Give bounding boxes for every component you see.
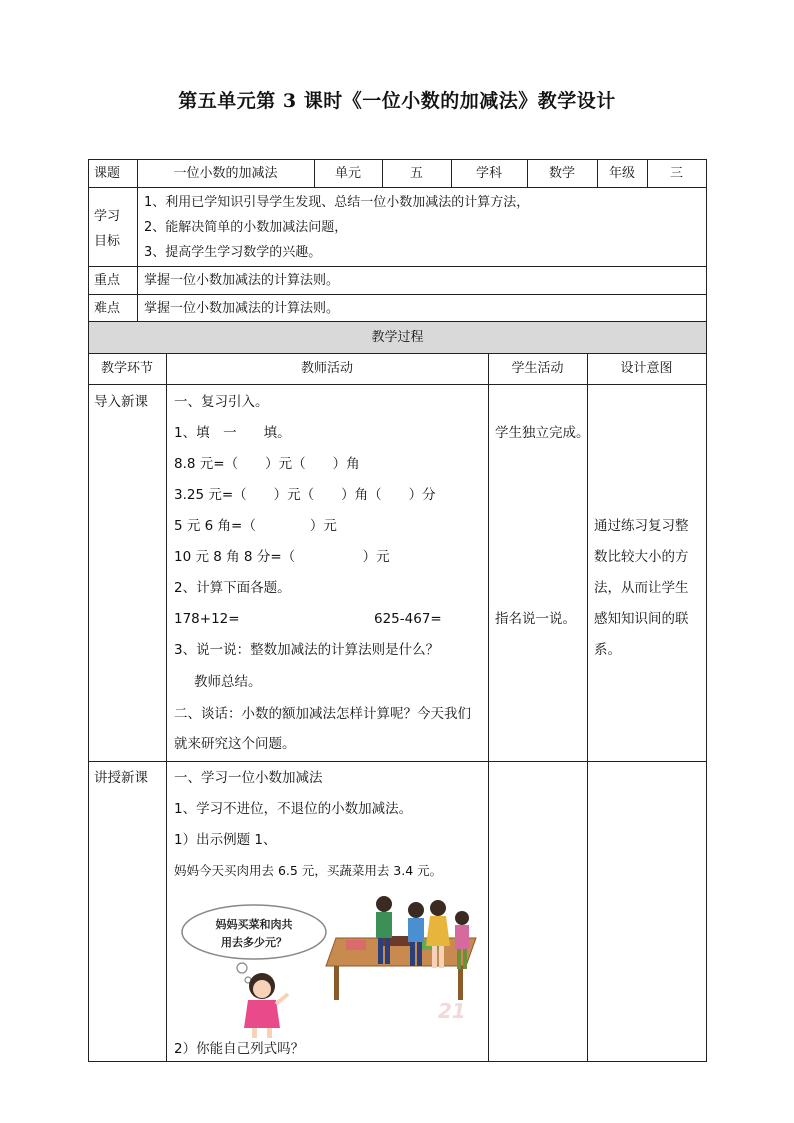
lesson-value: 一位小数的加减法 bbox=[173, 166, 278, 181]
grade-label: 年级 bbox=[608, 166, 635, 181]
table-border bbox=[88, 294, 707, 295]
teacher-line: 10 元 8 角 8 分=（ ）元 bbox=[174, 549, 390, 565]
teacher-line: 二、谈话：小数的额加减法怎样计算呢？今天我们 bbox=[174, 706, 471, 722]
intent-line: 数比较大小的方 bbox=[594, 549, 689, 565]
table-border bbox=[88, 159, 89, 1062]
teacher-line: 3、说一说：整数加减法的计算法则是什么？ bbox=[174, 642, 440, 658]
stage-label: 讲授新课 bbox=[94, 770, 148, 786]
goals-label-line1: 学习 bbox=[94, 209, 121, 224]
unit-value: 五 bbox=[409, 166, 423, 181]
subject-label: 学科 bbox=[475, 166, 502, 181]
process-header: 教学过程 bbox=[371, 330, 424, 345]
table-border bbox=[88, 1061, 707, 1062]
goal-item: 2、能解决简单的小数加减法问题， bbox=[144, 220, 348, 235]
column-header: 设计意图 bbox=[620, 361, 673, 376]
teacher-line: 就来研究这个问题。 bbox=[174, 736, 296, 752]
lesson-label: 课题 bbox=[94, 166, 121, 181]
goal-item: 3、提高学生学习数学的兴趣。 bbox=[144, 245, 322, 260]
goals-label-line2: 目标 bbox=[94, 234, 121, 249]
key-point-value: 掌握一位小数加减法的计算法则。 bbox=[144, 273, 340, 288]
example-illustration bbox=[176, 888, 484, 1038]
column-header: 学生活动 bbox=[511, 361, 564, 376]
intent-line: 感知知识间的联 bbox=[594, 611, 689, 627]
table-border bbox=[88, 187, 707, 188]
student-line: 指名说一说。 bbox=[495, 611, 576, 627]
grade-value: 三 bbox=[669, 166, 683, 181]
table-border bbox=[166, 353, 167, 1062]
thought-bubble bbox=[182, 905, 326, 983]
girl-figure bbox=[244, 973, 288, 1038]
teacher-line: 8.8 元=（ ）元（ ）角 bbox=[174, 456, 360, 472]
column-header: 教师活动 bbox=[300, 361, 353, 376]
difficulty-value: 掌握一位小数加减法的计算法则。 bbox=[144, 301, 340, 316]
unit-label: 单元 bbox=[334, 166, 361, 181]
teacher-line: 1、填 一 填。 bbox=[174, 425, 291, 441]
bubble-line2: 用去多少元？ bbox=[221, 936, 287, 949]
teacher-line: 1）出示例题 1、 bbox=[174, 832, 277, 848]
table-border bbox=[488, 353, 489, 1062]
difficulty-label: 难点 bbox=[94, 301, 121, 316]
student-line: 学生独立完成。 bbox=[495, 425, 590, 441]
teacher-line: 3.25 元=（ ）元（ ）角（ ）分 bbox=[174, 487, 436, 503]
table-border bbox=[88, 159, 707, 160]
table-border bbox=[706, 159, 707, 1062]
stage-label: 导入新课 bbox=[94, 394, 148, 410]
teacher-line: 教师总结。 bbox=[194, 674, 262, 690]
table-border bbox=[88, 761, 707, 762]
table-border bbox=[88, 384, 707, 385]
watermark-logo bbox=[438, 999, 466, 1023]
goal-item: 1、利用已学知识引导学生发现、总结一位小数加减法的计算方法， bbox=[144, 195, 530, 210]
intent-line: 法，从而让学生 bbox=[594, 580, 689, 596]
teacher-line: 妈妈今天买肉用去 6.5 元，买蔬菜用去 3.4 元。 bbox=[174, 863, 443, 878]
teacher-line: 2）你能自己列式吗？ bbox=[174, 1041, 305, 1057]
watermark-text: 21 bbox=[438, 999, 466, 1023]
teacher-line: 625-467= bbox=[374, 611, 442, 627]
bubble-line1: 妈妈买菜和肉共 bbox=[215, 918, 293, 931]
page-title: 第五单元第 3 课时《一位小数的加减法》教学设计 bbox=[178, 90, 616, 112]
table-border bbox=[137, 159, 138, 321]
intent-line: 系。 bbox=[594, 642, 621, 658]
teacher-line: 一、复习引入。 bbox=[174, 394, 269, 410]
intent-line: 通过练习复习整 bbox=[594, 518, 689, 534]
column-header: 教学环节 bbox=[100, 361, 153, 376]
teacher-line: 2、计算下面各题。 bbox=[174, 580, 291, 596]
market-table bbox=[326, 936, 476, 1000]
key-point-label: 重点 bbox=[94, 273, 121, 288]
teacher-line: 5 元 6 角=（ ）元 bbox=[174, 518, 337, 534]
teacher-line: 一、学习一位小数加减法 bbox=[174, 770, 323, 786]
teacher-line: 1、学习不进位，不退位的小数加减法。 bbox=[174, 801, 413, 817]
table-border bbox=[587, 353, 588, 1062]
table-border bbox=[88, 353, 707, 354]
teacher-line: 178+12= bbox=[174, 611, 240, 627]
table-border bbox=[88, 266, 707, 267]
subject-value: 数学 bbox=[548, 166, 575, 181]
